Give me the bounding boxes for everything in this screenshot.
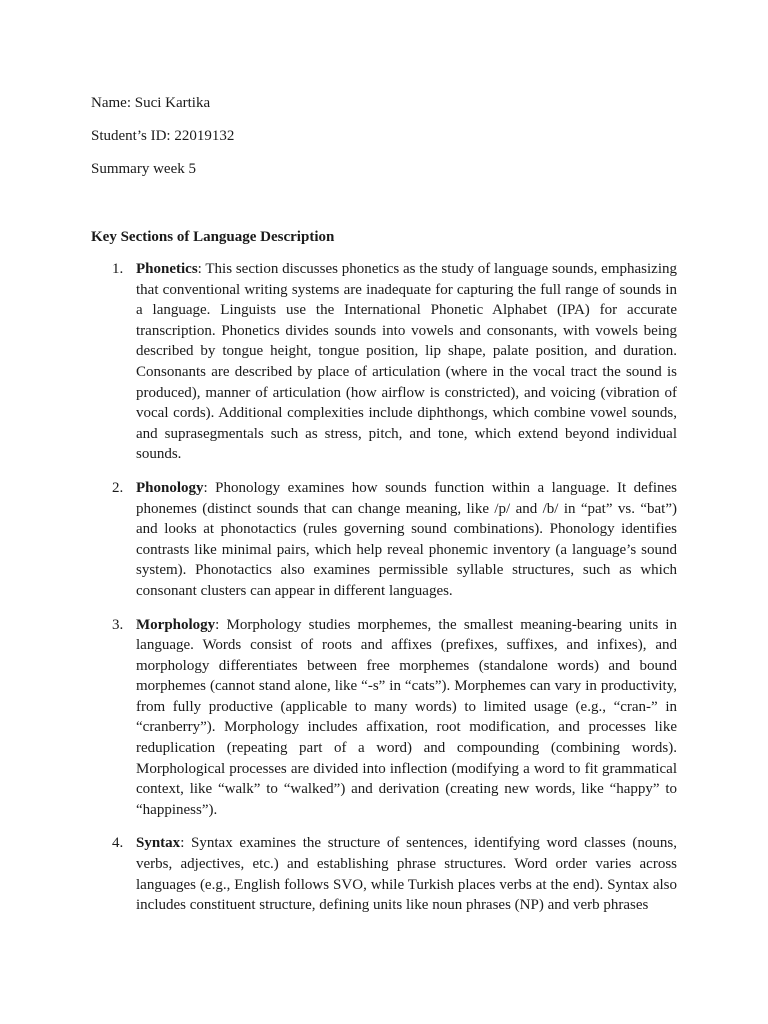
summary-label: Summary week 5	[91, 161, 196, 177]
section-syntax	[91, 833, 677, 915]
section-term: Phonetics	[136, 261, 198, 277]
section-text: : Phonology examines how sounds function within a language. It defines phonemes (distinct sounds that can change meaning, like /p/ and /b/ in “pat” vs. “bat”) and looks at phonotactics (rules governing sound combinations). Phonology identifies contrasts like minimal pairs, which help reveal phonemic inventory (a language’s sound system). Phonotactics also examines permissible syllable structures, such as which consonant clusters can appear in different languages.	[136, 479, 677, 599]
student-id: Student’s ID: 22019132	[91, 128, 235, 144]
section-text: : This section discusses phonetics as the study of language sounds, emphasizing that conventional writing systems are inadequate for capturing the full range of sounds in a language. Linguists use the International Phonetic Alphabet (IPA) for accurate transcription. Phonetics divides sounds into vowels and consonants, with vowels being described by tongue height, tongue position, lip shape, palate position, and duration. Consonants are described by place of articulation (where in the vocal tract the sound is produced), manner of articulation (how airflow is constricted), and voicing (vibration of vocal cords). Additional complexities include diphthongs, which combine vowel sounds, and suprasegmentals such as stress, pitch, and tone, which extend beyond individual sounds.	[136, 261, 677, 463]
section-heading: Key Sections of Language Description	[91, 229, 335, 245]
section-number: 4.	[112, 835, 124, 852]
section-number: 1.	[112, 261, 124, 277]
section-term: Morphology	[136, 616, 216, 633]
section-morphology	[91, 615, 677, 821]
section-text: : Syntax examines the structure of sentences, identifying word classes (nouns, verbs, adjectives, etc.) and establishing phrase structures. Word order varies across languages (e.g., English follows SVO, while Turkish places verbs at the end). Syntax also includes constituent structure, defining units like noun phrases (NP) and verb phrases	[136, 835, 677, 914]
section-term: Phonology	[136, 479, 204, 496]
section-number: 2.	[112, 479, 124, 496]
sections-list	[91, 259, 677, 929]
section-text: : Morphology studies morphemes, the smallest meaning-bearing units in language. Words consist of roots and affixes (prefixes, suffixes, and infixes), and morphology differentiates between free morphemes (standalone words) and bound morphemes (cannot stand alone, like “-s” in “cats”). Morphemes can vary in productivity, from fully productive (applicable to many words) to limited usage (e.g., “cran-” in “cranberry”). Morphology includes affixation, root modification, and processes like reduplication (repeating part of a word) and compounding (combining words). Morphological processes are divided into inflection (modifying a word to fit grammatical context, like “walk” to “walked”) and derivation (creating new words, like “happy” to “happiness”).	[136, 616, 677, 818]
section-phonology	[91, 478, 677, 602]
student-name: Name: Suci Kartika	[91, 95, 211, 111]
section-number: 3.	[112, 616, 124, 633]
section-term: Syntax	[136, 835, 181, 852]
section-phonetics	[91, 259, 677, 465]
